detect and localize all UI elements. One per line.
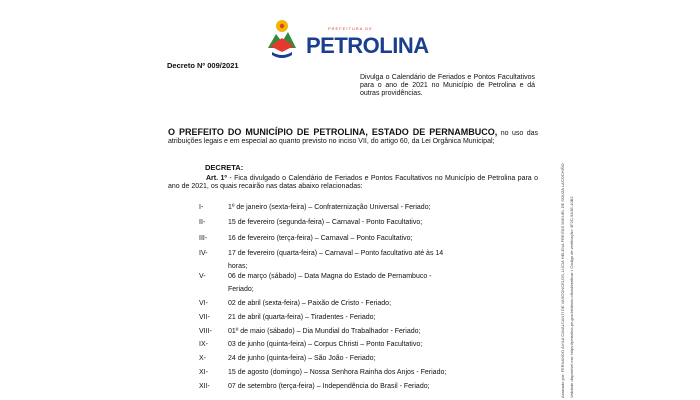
item-number: XI- — [199, 369, 208, 376]
article-1-lead: Art. 1º — [206, 175, 227, 182]
logo-subtitle: PREFEITURA DE — [328, 26, 373, 31]
item-text: 01º de maio (sábado) – Dia Mundial do Trabalhador - Feriado; — [228, 328, 421, 335]
item-number: III- — [199, 235, 208, 242]
item-number: VII- — [199, 314, 210, 321]
item-text: 1º de janeiro (sexta-feira) – Confraternização Universal - Feriado; — [228, 204, 431, 211]
article-1 — [168, 175, 538, 190]
item-text: 15 de fevereiro (segunda-feira) – Carnaval - Ponto Facultativo; — [228, 219, 423, 226]
decree-preamble — [168, 129, 538, 145]
item-text: 17 de fevereiro (quarta-feira) – Carnaval – Ponto facultativo até às 14 — [228, 250, 444, 257]
item-text: 02 de abril (sexta-feira) – Paixão de Cristo - Feriado; — [228, 300, 392, 307]
item-text: 21 de abril (quarta-feira) – Tiradentes - Feriado; — [228, 314, 376, 321]
item-text: 03 de junho (quinta-feira) – Corpus Christi – Ponto Facultativo; — [228, 341, 423, 348]
item-number: IX- — [199, 341, 208, 348]
petrolina-emblem-icon — [264, 18, 300, 60]
item-text: 24 de junho (quinta-feira) – São João - Feriado; — [228, 355, 376, 362]
preamble-authority: O PREFEITO DO MUNICÍPIO DE PETROLINA, ESTADO DE PERNAMBUCO, — [168, 127, 498, 137]
side-note-line-1: Assinado por: FERNANDO ÁVILA CAVALCANTI DE VASCONCELOS, LUCIA HELENA FREITAS MIGUEL DE SOUZA LACOCHIÑO — [560, 163, 565, 398]
petrolina-logo — [262, 18, 437, 62]
item-text: 15 de agosto (domingo) – Nossa Senhora Rainha dos Anjos - Feriado; — [228, 369, 447, 376]
item-text: Feriado; — [228, 286, 254, 293]
signature-side-note — [560, 150, 588, 400]
decreta-heading: DECRETA: — [205, 163, 244, 172]
item-number: V- — [199, 273, 206, 280]
item-number: VIII- — [199, 328, 212, 335]
item-text: horas; — [228, 263, 248, 270]
item-number: I- — [199, 204, 204, 211]
item-text: 07 de setembro (terça-feira) – Independência do Brasil - Feriado; — [228, 383, 430, 390]
article-1-text: - Fica divulgado o Calendário de Feriados e Pontos Facultativos no Município de Petrolina para o ano de 2021, os quais recairão nas datas abaixo relacionadas: — [168, 175, 539, 190]
item-number: XII- — [199, 383, 210, 390]
item-number: VI- — [199, 300, 208, 307]
preamble-text: no uso das atribuições legais e em especial ao quanto previsto no inciso VII, do artigo 60, da Lei Orgânica Municipal; — [168, 130, 538, 145]
item-number: II- — [199, 219, 206, 226]
item-text: 06 de março (sábado) – Data Magna do Estado de Pernambuco - — [228, 273, 432, 280]
decree-number: Decreto Nº 009/2021 — [167, 61, 239, 70]
item-number: IV- — [199, 250, 208, 257]
item-text: 16 de fevereiro (terça-feira) – Carnaval – Ponto Facultativo; — [228, 235, 413, 242]
decree-ementa: Divulga o Calendário de Feriados e Pontos Facultativos para o ano de 2021 no Município de Petrolina e dá outras providências. — [360, 74, 535, 97]
logo-name: PETROLINA — [306, 33, 429, 58]
side-note-line-2: Validade disponível em: https://petrolina.pe.gov.br/diario-oficial/verificar • Código de verificação: 4F2C-9A1E-10B2 — [569, 196, 574, 398]
item-number: X- — [199, 355, 206, 362]
